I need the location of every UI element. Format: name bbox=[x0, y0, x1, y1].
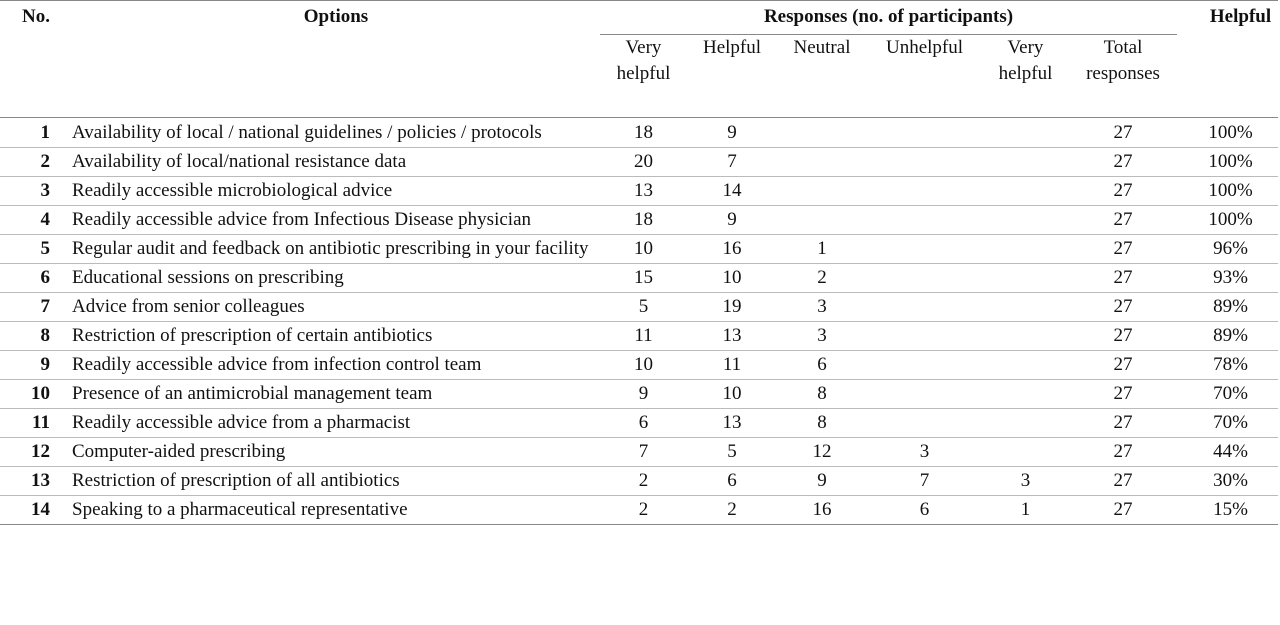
cell-total: 27 bbox=[1069, 380, 1177, 409]
row-option: Speaking to a pharmaceutical representative bbox=[72, 496, 600, 525]
cell-very-helpful: 11 bbox=[600, 322, 687, 351]
cell-very-helpful: 18 bbox=[600, 206, 687, 235]
cell-neutral: 8 bbox=[777, 409, 867, 438]
cell-helpful: 6 bbox=[687, 467, 777, 496]
header-options: Options bbox=[303, 6, 369, 27]
cell-very-helpful-2 bbox=[982, 148, 1069, 177]
cell-helpful: 5 bbox=[687, 438, 777, 467]
table-row bbox=[0, 496, 1278, 525]
cell-helpful-percent: 93% bbox=[1177, 264, 1278, 293]
cell-very-helpful-2 bbox=[982, 322, 1069, 351]
header-no: No. bbox=[22, 6, 50, 27]
cell-unhelpful bbox=[867, 177, 982, 206]
cell-helpful: 9 bbox=[687, 118, 777, 148]
cell-very-helpful: 9 bbox=[600, 380, 687, 409]
cell-helpful: 13 bbox=[687, 409, 777, 438]
cell-total: 27 bbox=[1069, 148, 1177, 177]
cell-very-helpful: 15 bbox=[600, 264, 687, 293]
cell-neutral: 9 bbox=[777, 467, 867, 496]
cell-neutral bbox=[777, 118, 867, 148]
cell-unhelpful bbox=[867, 148, 982, 177]
row-number: 3 bbox=[0, 177, 72, 206]
cell-helpful-percent: 100% bbox=[1177, 118, 1278, 148]
cell-helpful-percent: 44% bbox=[1177, 438, 1278, 467]
row-number: 6 bbox=[0, 264, 72, 293]
cell-helpful: 7 bbox=[687, 148, 777, 177]
cell-unhelpful bbox=[867, 235, 982, 264]
cell-total: 27 bbox=[1069, 409, 1177, 438]
cell-very-helpful-2 bbox=[982, 380, 1069, 409]
row-number: 9 bbox=[0, 351, 72, 380]
table-row bbox=[0, 235, 1278, 264]
header-helpful: Helpful bbox=[1209, 6, 1272, 27]
cell-very-helpful-2: 3 bbox=[982, 467, 1069, 496]
table-row bbox=[0, 206, 1278, 235]
row-number: 2 bbox=[0, 148, 72, 177]
cell-total: 27 bbox=[1069, 322, 1177, 351]
subheader-helpful: Helpful bbox=[702, 37, 762, 58]
row-number: 5 bbox=[0, 235, 72, 264]
cell-total: 27 bbox=[1069, 293, 1177, 322]
cell-very-helpful: 6 bbox=[600, 409, 687, 438]
cell-total: 27 bbox=[1069, 438, 1177, 467]
cell-very-helpful-2 bbox=[982, 118, 1069, 148]
cell-unhelpful bbox=[867, 322, 982, 351]
cell-very-helpful: 7 bbox=[600, 438, 687, 467]
cell-very-helpful-2 bbox=[982, 235, 1069, 264]
cell-helpful-percent: 89% bbox=[1177, 322, 1278, 351]
table-row bbox=[0, 322, 1278, 351]
row-option: Restriction of prescription of certain antibiotics bbox=[72, 322, 600, 351]
cell-neutral: 16 bbox=[777, 496, 867, 525]
table-row bbox=[0, 264, 1278, 293]
cell-total: 27 bbox=[1069, 177, 1177, 206]
table-row bbox=[0, 177, 1278, 206]
row-option: Computer-aided prescribing bbox=[72, 438, 600, 467]
cell-unhelpful bbox=[867, 351, 982, 380]
cell-very-helpful: 10 bbox=[600, 351, 687, 380]
table-row bbox=[0, 148, 1278, 177]
table-row bbox=[0, 118, 1278, 148]
cell-helpful-percent: 70% bbox=[1177, 380, 1278, 409]
cell-unhelpful bbox=[867, 380, 982, 409]
row-option: Availability of local / national guidelines / policies / protocols bbox=[72, 118, 600, 148]
cell-very-helpful-2 bbox=[982, 409, 1069, 438]
cell-neutral: 6 bbox=[777, 351, 867, 380]
row-option: Readily accessible advice from a pharmacist bbox=[72, 409, 600, 438]
cell-total: 27 bbox=[1069, 351, 1177, 380]
subheader-very-helpful: Very helpful bbox=[616, 37, 671, 84]
row-option: Availability of local/national resistance data bbox=[72, 148, 600, 177]
table-header bbox=[0, 1, 1278, 118]
cell-very-helpful: 10 bbox=[600, 235, 687, 264]
row-number: 14 bbox=[0, 496, 72, 525]
cell-very-helpful-2 bbox=[982, 264, 1069, 293]
cell-very-helpful: 2 bbox=[600, 496, 687, 525]
cell-neutral: 3 bbox=[777, 322, 867, 351]
cell-neutral bbox=[777, 177, 867, 206]
cell-unhelpful: 3 bbox=[867, 438, 982, 467]
subheader-unhelpful: Unhelpful bbox=[885, 37, 964, 58]
cell-helpful: 11 bbox=[687, 351, 777, 380]
cell-very-helpful: 5 bbox=[600, 293, 687, 322]
cell-helpful-percent: 78% bbox=[1177, 351, 1278, 380]
row-option: Regular audit and feedback on antibiotic prescribing in your facility bbox=[72, 235, 600, 264]
cell-very-helpful: 13 bbox=[600, 177, 687, 206]
cell-helpful-percent: 96% bbox=[1177, 235, 1278, 264]
cell-helpful-percent: 100% bbox=[1177, 206, 1278, 235]
row-option: Restriction of prescription of all antibiotics bbox=[72, 467, 600, 496]
row-option: Advice from senior colleagues bbox=[72, 293, 600, 322]
cell-helpful-percent: 100% bbox=[1177, 148, 1278, 177]
cell-total: 27 bbox=[1069, 467, 1177, 496]
row-number: 10 bbox=[0, 380, 72, 409]
cell-neutral bbox=[777, 148, 867, 177]
cell-total: 27 bbox=[1069, 206, 1177, 235]
cell-total: 27 bbox=[1069, 496, 1177, 525]
cell-helpful: 16 bbox=[687, 235, 777, 264]
cell-total: 27 bbox=[1069, 235, 1177, 264]
cell-helpful-percent: 15% bbox=[1177, 496, 1278, 525]
cell-helpful-percent: 30% bbox=[1177, 467, 1278, 496]
cell-total: 27 bbox=[1069, 118, 1177, 148]
row-number: 12 bbox=[0, 438, 72, 467]
row-number: 7 bbox=[0, 293, 72, 322]
row-option: Educational sessions on prescribing bbox=[72, 264, 600, 293]
cell-very-helpful: 20 bbox=[600, 148, 687, 177]
cell-helpful: 13 bbox=[687, 322, 777, 351]
table-row bbox=[0, 467, 1278, 496]
cell-helpful-percent: 100% bbox=[1177, 177, 1278, 206]
table-row bbox=[0, 380, 1278, 409]
cell-total: 27 bbox=[1069, 264, 1177, 293]
cell-neutral: 12 bbox=[777, 438, 867, 467]
cell-unhelpful bbox=[867, 264, 982, 293]
cell-neutral bbox=[777, 206, 867, 235]
cell-unhelpful bbox=[867, 118, 982, 148]
row-number: 8 bbox=[0, 322, 72, 351]
subheader-very-helpful-2: Very helpful bbox=[998, 37, 1053, 84]
subheader-neutral: Neutral bbox=[793, 37, 851, 58]
cell-helpful-percent: 89% bbox=[1177, 293, 1278, 322]
cell-unhelpful: 6 bbox=[867, 496, 982, 525]
row-number: 1 bbox=[0, 118, 72, 148]
cell-unhelpful bbox=[867, 293, 982, 322]
row-option: Readily accessible microbiological advice bbox=[72, 177, 600, 206]
row-number: 4 bbox=[0, 206, 72, 235]
cell-unhelpful bbox=[867, 409, 982, 438]
cell-helpful: 9 bbox=[687, 206, 777, 235]
cell-very-helpful-2 bbox=[982, 206, 1069, 235]
row-option: Readily accessible advice from infection control team bbox=[72, 351, 600, 380]
cell-very-helpful: 2 bbox=[600, 467, 687, 496]
table-row bbox=[0, 409, 1278, 438]
table-row bbox=[0, 293, 1278, 322]
cell-neutral: 3 bbox=[777, 293, 867, 322]
cell-very-helpful: 18 bbox=[600, 118, 687, 148]
header-responses: Responses (no. of participants) bbox=[600, 1, 1177, 35]
table-row bbox=[0, 351, 1278, 380]
cell-helpful-percent: 70% bbox=[1177, 409, 1278, 438]
row-number: 13 bbox=[0, 467, 72, 496]
cell-helpful: 2 bbox=[687, 496, 777, 525]
cell-unhelpful bbox=[867, 206, 982, 235]
cell-helpful: 19 bbox=[687, 293, 777, 322]
cell-very-helpful-2 bbox=[982, 438, 1069, 467]
cell-neutral: 2 bbox=[777, 264, 867, 293]
cell-very-helpful-2: 1 bbox=[982, 496, 1069, 525]
cell-unhelpful: 7 bbox=[867, 467, 982, 496]
row-number: 11 bbox=[0, 409, 72, 438]
cell-very-helpful-2 bbox=[982, 293, 1069, 322]
cell-helpful: 10 bbox=[687, 380, 777, 409]
table-body bbox=[0, 118, 1278, 525]
row-option: Presence of an antimicrobial management team bbox=[72, 380, 600, 409]
cell-very-helpful-2 bbox=[982, 351, 1069, 380]
row-option: Readily accessible advice from Infectious Disease physician bbox=[72, 206, 600, 235]
table-row bbox=[0, 438, 1278, 467]
cell-neutral: 1 bbox=[777, 235, 867, 264]
cell-helpful: 14 bbox=[687, 177, 777, 206]
subheader-total-responses: Total responses bbox=[1086, 37, 1160, 84]
cell-neutral: 8 bbox=[777, 380, 867, 409]
cell-helpful: 10 bbox=[687, 264, 777, 293]
cell-very-helpful-2 bbox=[982, 177, 1069, 206]
